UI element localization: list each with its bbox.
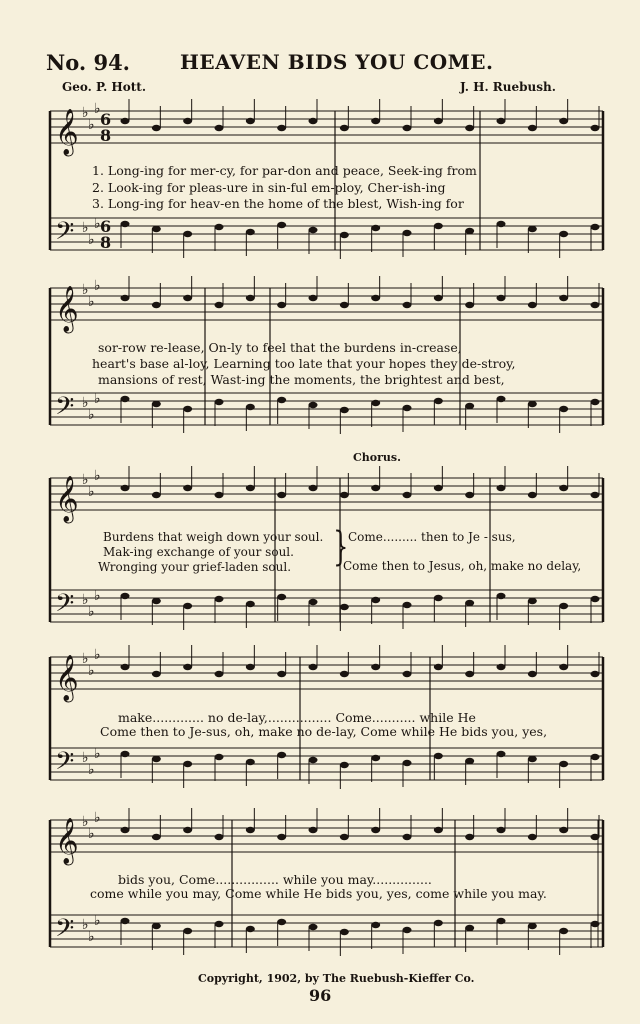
flat-icon: ♭ [94, 913, 101, 929]
flat-icon: ♭ [82, 814, 89, 830]
note-head [497, 827, 506, 833]
lyric-line: 2. Look-ing for pleas-ure in sin-ful em-ploy, Cher-ish-ing [92, 180, 446, 195]
note-head [591, 492, 600, 498]
note-head [371, 922, 380, 928]
note-head [559, 118, 568, 124]
note-head [183, 406, 192, 412]
note-head [434, 664, 443, 670]
note-head [152, 834, 161, 840]
note-head [528, 923, 537, 929]
note-head [497, 664, 506, 670]
note-head [152, 492, 161, 498]
note-head [215, 596, 224, 602]
note-head [121, 396, 130, 402]
note-head [309, 227, 318, 233]
note-head [434, 223, 443, 229]
note-head [559, 603, 568, 609]
note-head [497, 396, 506, 402]
note-head [121, 664, 130, 670]
note-head [183, 827, 192, 833]
note-head [246, 485, 255, 491]
note-head [434, 485, 443, 491]
note-head [340, 671, 349, 677]
note-head [403, 834, 412, 840]
note-head [246, 229, 255, 235]
arranger-credit: J. H. Ruebush. [460, 80, 556, 94]
lyric-line: come while you may, Come while He bids you, yes, come while you may. [90, 886, 547, 901]
note-head [371, 295, 380, 301]
note-head [559, 295, 568, 301]
note-head [152, 756, 161, 762]
flat-icon: ♭ [82, 105, 89, 121]
note-head [465, 228, 474, 234]
note-head [309, 485, 318, 491]
note-head [465, 758, 474, 764]
note-head [465, 600, 474, 606]
note-head [183, 118, 192, 124]
note-head [340, 929, 349, 935]
note-head [497, 751, 506, 757]
note-head [309, 402, 318, 408]
note-head [497, 118, 506, 124]
flat-icon: ♭ [88, 294, 95, 310]
note-head [340, 407, 349, 413]
note-head [591, 302, 600, 308]
flat-icon: ♭ [88, 604, 95, 620]
treble-clef-icon: 𝄞 [55, 655, 79, 701]
note-head [403, 671, 412, 677]
page-number: 96 [309, 986, 332, 1005]
note-head [528, 226, 537, 232]
bass-clef-icon: 𝄢 [55, 589, 75, 624]
time-signature-digit: 6 [100, 110, 112, 129]
flat-icon: ♭ [82, 917, 89, 933]
note-head [309, 118, 318, 124]
note-head [340, 492, 349, 498]
note-head [246, 295, 255, 301]
note-head [497, 918, 506, 924]
note-head [371, 400, 380, 406]
treble-clef-icon: 𝄞 [55, 476, 79, 522]
flat-icon: ♭ [88, 663, 95, 679]
note-head [309, 757, 318, 763]
flat-icon: ♭ [88, 117, 95, 133]
note-head [246, 601, 255, 607]
note-head [340, 125, 349, 131]
note-head [183, 231, 192, 237]
note-head [215, 921, 224, 927]
note-head [277, 671, 286, 677]
note-head [497, 593, 506, 599]
note-head [246, 118, 255, 124]
note-head [434, 295, 443, 301]
note-head [277, 834, 286, 840]
note-head [152, 598, 161, 604]
note-head [403, 927, 412, 933]
note-head [277, 752, 286, 758]
note-head [215, 754, 224, 760]
flat-icon: ♭ [82, 472, 89, 488]
lyric-line: bids you, Come................ while you may............... [118, 872, 432, 887]
lyric-line: Burdens that weigh down your soul. [103, 530, 324, 544]
note-head [309, 664, 318, 670]
note-head [591, 224, 600, 230]
time-signature-digit: 6 [100, 217, 112, 236]
note-head [403, 760, 412, 766]
note-head [528, 671, 537, 677]
flat-icon: ♭ [88, 407, 95, 423]
lyric-line: 3. Long-ing for heav-en the home of the blest, Wish-ing for [92, 196, 464, 211]
note-head [215, 399, 224, 405]
note-head [183, 761, 192, 767]
flat-icon: ♭ [94, 278, 101, 294]
note-head [465, 302, 474, 308]
note-head [246, 827, 255, 833]
note-head [183, 295, 192, 301]
flat-icon: ♭ [82, 220, 89, 236]
note-head [403, 302, 412, 308]
note-head [465, 925, 474, 931]
note-head [559, 827, 568, 833]
flat-icon: ♭ [82, 592, 89, 608]
note-head [434, 753, 443, 759]
note-head [559, 406, 568, 412]
note-head [591, 125, 600, 131]
note-head [152, 671, 161, 677]
note-head [277, 302, 286, 308]
note-head [246, 759, 255, 765]
lyric-line: Come......... then to Je - sus, [348, 530, 516, 544]
note-head [183, 928, 192, 934]
flat-icon: ♭ [82, 282, 89, 298]
lyric-line: sor-row re-lease, On-ly to feel that the burdens in-crease, [98, 340, 462, 355]
lyric-line: make............. no de-lay,................ Come........... while He [118, 710, 476, 725]
note-head [277, 125, 286, 131]
note-head [277, 222, 286, 228]
flat-icon: ♭ [82, 750, 89, 766]
lyric-brace: } [333, 524, 349, 570]
flat-icon: ♭ [94, 746, 101, 762]
note-head [215, 834, 224, 840]
flat-icon: ♭ [94, 810, 101, 826]
note-head [152, 923, 161, 929]
bass-clef-icon: 𝄢 [55, 747, 75, 782]
lyric-line: mansions of rest, Wast-ing the moments, the brightest and best, [98, 372, 505, 387]
bass-clef-icon: 𝄢 [55, 392, 75, 427]
note-head [371, 225, 380, 231]
note-head [559, 928, 568, 934]
note-head [215, 302, 224, 308]
note-head [152, 125, 161, 131]
note-head [434, 398, 443, 404]
treble-clef-icon: 𝄞 [55, 109, 79, 155]
note-head [340, 232, 349, 238]
flat-icon: ♭ [88, 232, 95, 248]
hymn-number: No. 94. [46, 50, 130, 75]
flat-icon: ♭ [94, 468, 101, 484]
note-head [152, 226, 161, 232]
note-head [403, 602, 412, 608]
treble-clef-icon: 𝄞 [55, 818, 79, 864]
note-head [309, 599, 318, 605]
note-head [340, 762, 349, 768]
flat-icon: ♭ [82, 651, 89, 667]
note-head [121, 295, 130, 301]
note-head [371, 597, 380, 603]
note-head [121, 827, 130, 833]
lyric-line: 1. Long-ing for mer-cy, for par-don and peace, Seek-ing from [92, 163, 477, 178]
note-head [465, 492, 474, 498]
note-head [528, 834, 537, 840]
note-head [434, 920, 443, 926]
note-head [246, 926, 255, 932]
time-signature-digit: 8 [100, 126, 112, 145]
note-head [371, 827, 380, 833]
note-head [152, 302, 161, 308]
note-head [183, 603, 192, 609]
note-head [497, 295, 506, 301]
note-head [277, 594, 286, 600]
note-head [465, 125, 474, 131]
note-head [309, 295, 318, 301]
note-head [309, 827, 318, 833]
note-head [371, 755, 380, 761]
note-head [246, 664, 255, 670]
note-head [528, 401, 537, 407]
note-head [340, 604, 349, 610]
note-head [371, 118, 380, 124]
bass-clef-icon: 𝄢 [55, 217, 75, 252]
composer-credit: Geo. P. Hott. [62, 80, 147, 94]
lyric-line: Come then to Jesus, oh, make no delay, [343, 559, 582, 573]
note-head [465, 671, 474, 677]
note-head [215, 125, 224, 131]
note-head [528, 756, 537, 762]
note-head [152, 401, 161, 407]
note-head [559, 761, 568, 767]
note-head [309, 924, 318, 930]
note-head [403, 230, 412, 236]
flat-icon: ♭ [88, 484, 95, 500]
note-head [183, 485, 192, 491]
note-head [591, 399, 600, 405]
note-head [371, 664, 380, 670]
note-head [340, 302, 349, 308]
flat-icon: ♭ [88, 929, 95, 945]
note-head [215, 671, 224, 677]
note-head [277, 397, 286, 403]
note-head [183, 664, 192, 670]
note-head [497, 221, 506, 227]
note-head [591, 834, 600, 840]
note-head [528, 302, 537, 308]
note-head [497, 485, 506, 491]
note-head [434, 118, 443, 124]
note-head [559, 664, 568, 670]
note-head [121, 751, 130, 757]
flat-icon: ♭ [94, 647, 101, 663]
flat-icon: ♭ [88, 826, 95, 842]
flat-icon: ♭ [82, 395, 89, 411]
note-head [403, 125, 412, 131]
note-head [591, 921, 600, 927]
flat-icon: ♭ [88, 762, 95, 778]
note-head [121, 918, 130, 924]
note-head [591, 596, 600, 602]
note-head [528, 125, 537, 131]
note-head [434, 827, 443, 833]
note-head [277, 492, 286, 498]
time-signature-digit: 8 [100, 233, 112, 252]
flat-icon: ♭ [94, 101, 101, 117]
note-head [121, 485, 130, 491]
note-head [465, 834, 474, 840]
note-head [215, 224, 224, 230]
note-head [559, 485, 568, 491]
note-head [591, 754, 600, 760]
note-head [371, 485, 380, 491]
note-head [403, 405, 412, 411]
lyric-line: Mak-ing exchange of your soul. [103, 545, 294, 559]
treble-clef-icon: 𝄞 [55, 286, 79, 332]
flat-icon: ♭ [94, 391, 101, 407]
flat-icon: ♭ [94, 588, 101, 604]
hymn-title: HEAVEN BIDS YOU COME. [180, 50, 494, 74]
note-head [277, 919, 286, 925]
note-head [121, 593, 130, 599]
note-head [246, 404, 255, 410]
lyric-line: Come then to Je-sus, oh, make no de-lay, Come while He bids you, yes, [100, 724, 548, 739]
note-head [465, 403, 474, 409]
note-head [121, 221, 130, 227]
note-head [215, 492, 224, 498]
note-head [528, 492, 537, 498]
note-head [591, 671, 600, 677]
bass-clef-icon: 𝄢 [55, 914, 75, 949]
note-head [528, 598, 537, 604]
flat-icon: ♭ [94, 216, 101, 232]
note-head [340, 834, 349, 840]
chorus-label: Chorus. [353, 451, 401, 464]
note-head [559, 231, 568, 237]
lyric-line: heart's base al-loy, Learning too late that your hopes they de-stroy, [92, 356, 516, 371]
note-head [434, 595, 443, 601]
lyric-line: Wronging your grief-laden soul. [98, 560, 292, 574]
copyright-notice: Copyright, 1902, by The Ruebush-Kieffer Co. [198, 972, 475, 985]
note-head [121, 118, 130, 124]
note-head [403, 492, 412, 498]
